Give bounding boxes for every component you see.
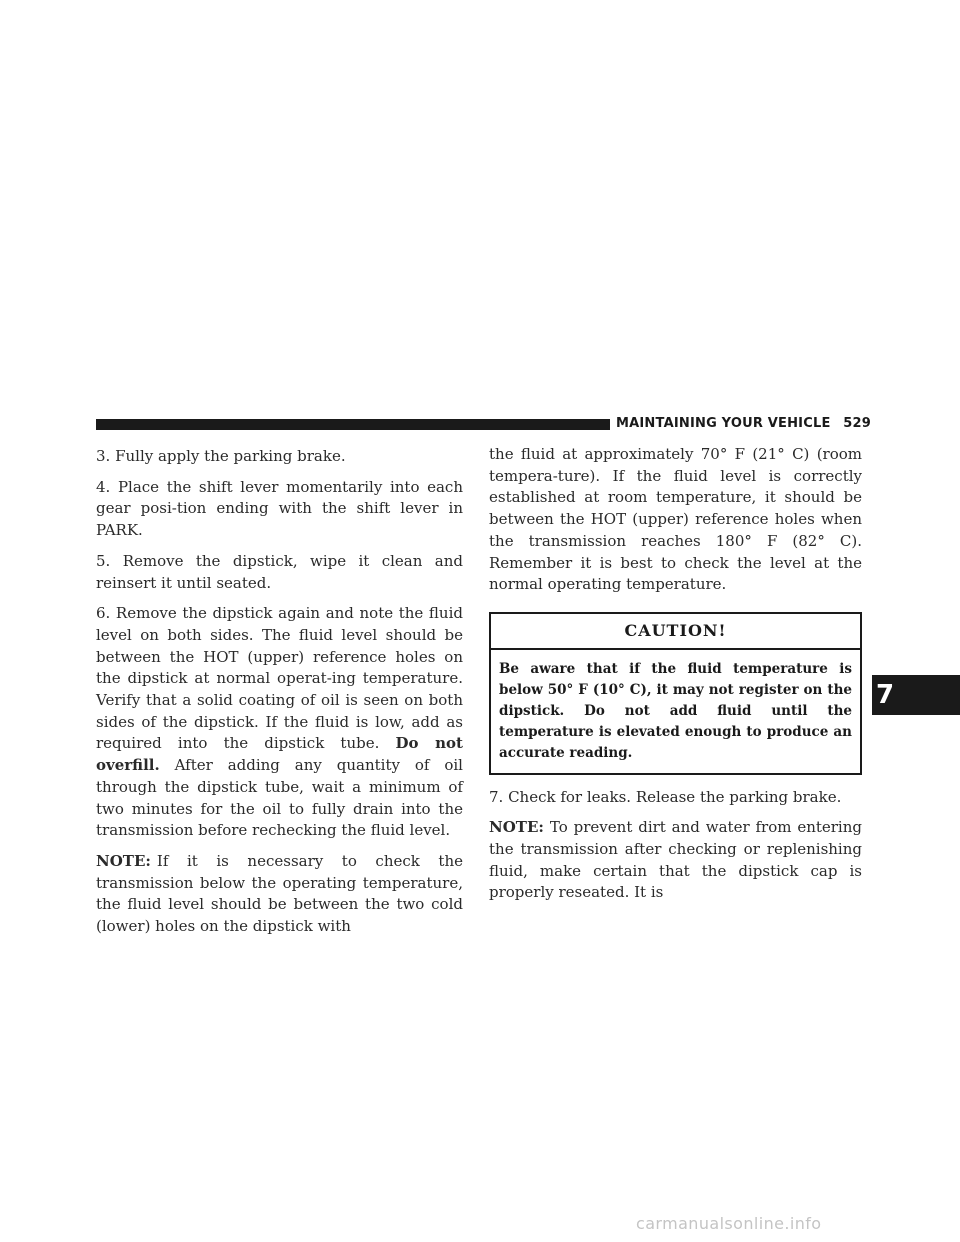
caution-title: CAUTION!: [491, 614, 860, 650]
header-rule: [96, 419, 610, 430]
caution-box: [489, 612, 862, 775]
step-7: 7. Check for leaks. Release the parking brake.: [489, 787, 842, 806]
running-header: [616, 416, 871, 431]
section-title: MAINTAINING YOUR VEHICLE: [616, 416, 831, 431]
note-paragraph-right: [489, 817, 862, 904]
step-4: 4. Place the shift lever momentarily into each gear posi-tion ending with the shift lever in PARK.: [96, 477, 463, 540]
step-6: [96, 603, 463, 842]
left-column: [96, 446, 463, 947]
chapter-tab: 7: [872, 675, 960, 715]
step-5: 5. Remove the dipstick, wipe it clean and reinsert it until seated.: [96, 551, 463, 592]
note-paragraph: [96, 851, 463, 938]
right-column: [489, 444, 862, 913]
step-6-text: 6. Remove the dipstick again and note the fluid level on both sides. The fluid level should be between the HOT (upper) reference holes on the dipstick at normal operat-ing temperature. Verify that a solid coating of oil is seen on both sides of the dipstick. If the fluid is low, add as required into the dipstick tube.: [96, 604, 463, 753]
note-text: If it is necessary to check the transmission below the operating temperature, the fluid level should be between the two cold (lower) holes on the dipstick with: [96, 851, 463, 936]
note-label-right: NOTE:: [489, 818, 544, 837]
continuation-paragraph: the fluid at approximately 70° F (21° C) (room tempera-ture). If the fluid level is correctly established at room temperature, it should be between the HOT (upper) reference holes when the transmission reaches 180° F (82° C). Remember it is best to check the level at the normal operating temperature.: [489, 445, 862, 594]
caution-text: Be aware that if the fluid temperature is below 50° F (10° C), it may not register on the dipstick. Do not add fluid until the temperature is elevated enough to produce an accurate reading.: [499, 660, 852, 761]
note-text-right: To prevent dirt and water from entering the transmission after checking or replenishing fluid, make certain that the dipstick cap is properly reseated. It is: [489, 818, 862, 902]
overfill-warning: Do not overfill.: [96, 734, 463, 775]
step-3: 3. Fully apply the parking brake.: [96, 447, 346, 465]
watermark: carmanualsonline.info: [636, 1214, 822, 1233]
note-label: NOTE:: [96, 851, 151, 870]
step-6-after: After adding any quantity of oil through the dipstick tube, wait a minimum of two minutes for the oil to fully drain into the transmission before rechecking the fluid level.: [96, 756, 463, 840]
page-number: 529: [843, 416, 872, 431]
